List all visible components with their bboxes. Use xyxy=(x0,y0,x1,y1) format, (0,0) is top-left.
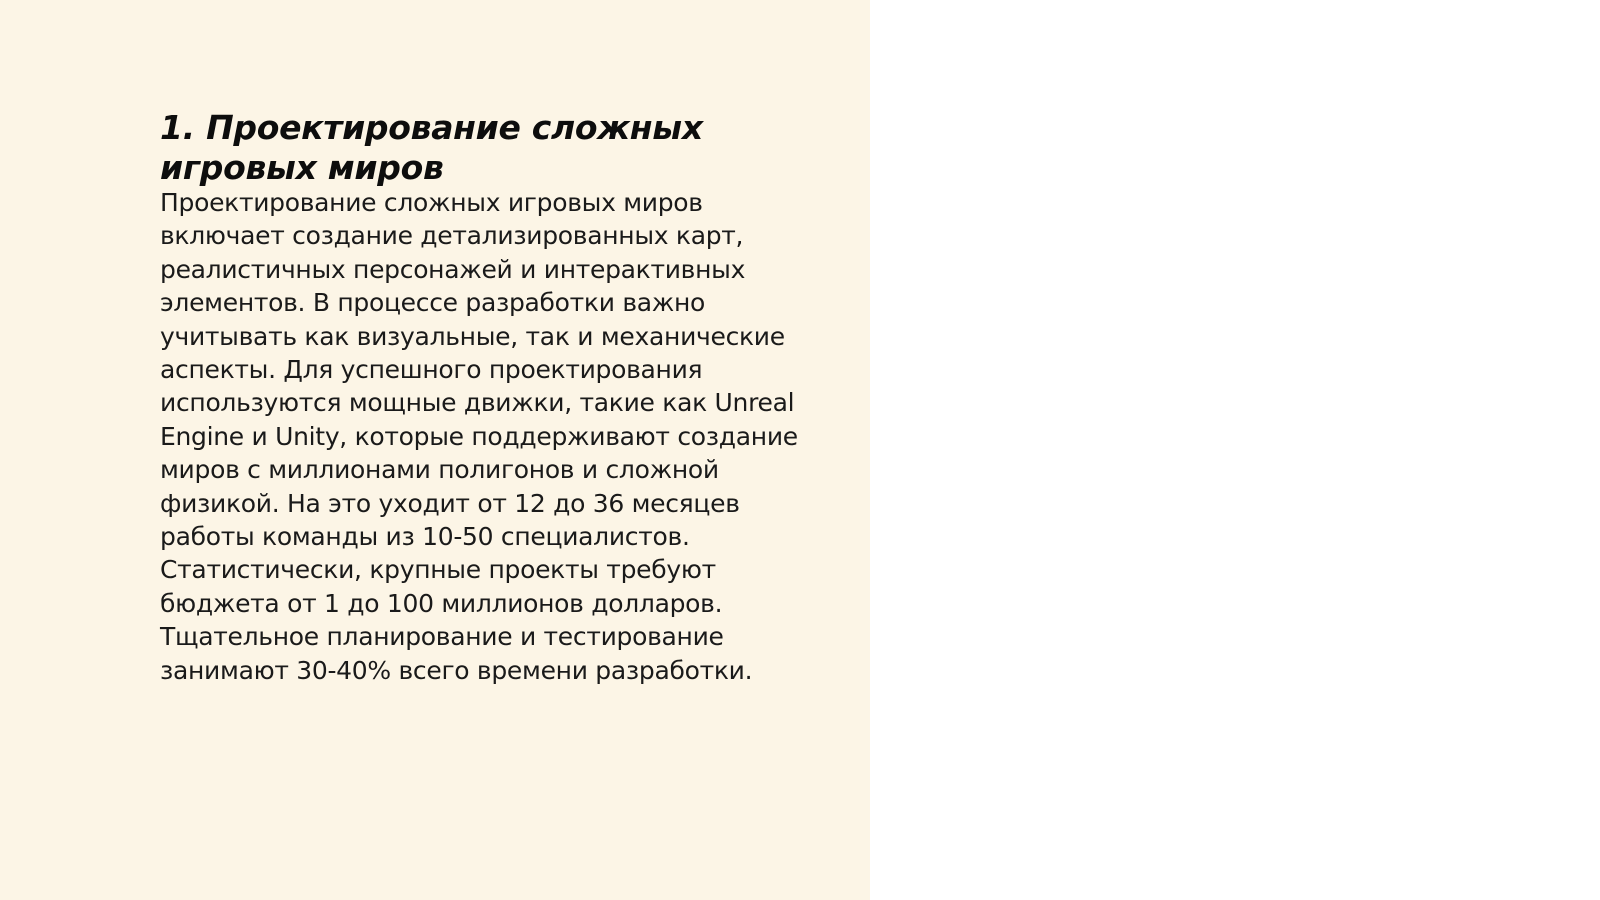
body-text-line: работы команды из 10-50 специалистов. xyxy=(160,522,690,552)
body-text-line: учитывать как визуальные, так и механические xyxy=(160,321,785,351)
body-text-line: используются мощные движки, такие как Unreal xyxy=(160,388,795,418)
slide-body-text xyxy=(160,186,840,687)
slide-title xyxy=(160,108,760,188)
slide-title-line: игровых миров xyxy=(160,148,444,187)
body-text-line: аспекты. Для успешного проектирования xyxy=(160,355,703,385)
body-text-line: Engine и Unity, которые поддерживают создание xyxy=(160,421,798,451)
body-text-line: элементов. В процессе разработки важно xyxy=(160,288,706,318)
body-text-line: Проектирование сложных игровых миров xyxy=(160,188,703,217)
body-text-line: физикой. На это уходит от 12 до 36 месяцев xyxy=(160,488,740,518)
body-text-line: реалистичных персонажей и интерактивных xyxy=(160,254,746,284)
body-text-line: миров с миллионами полигонов и сложной xyxy=(160,455,719,485)
body-text-line: бюджета от 1 до 100 миллионов долларов. xyxy=(160,588,723,618)
slide-title-line: 1. Проектирование сложных xyxy=(160,108,703,147)
blank-panel xyxy=(870,0,1600,900)
body-text-line: Тщательное планирование и тестирование xyxy=(160,622,724,652)
body-text-line: включает создание детализированных карт, xyxy=(160,221,744,251)
body-text-line: Статистически, крупные проекты требуют xyxy=(160,555,716,585)
body-text-line: занимают 30-40% всего времени разработки. xyxy=(160,655,753,685)
